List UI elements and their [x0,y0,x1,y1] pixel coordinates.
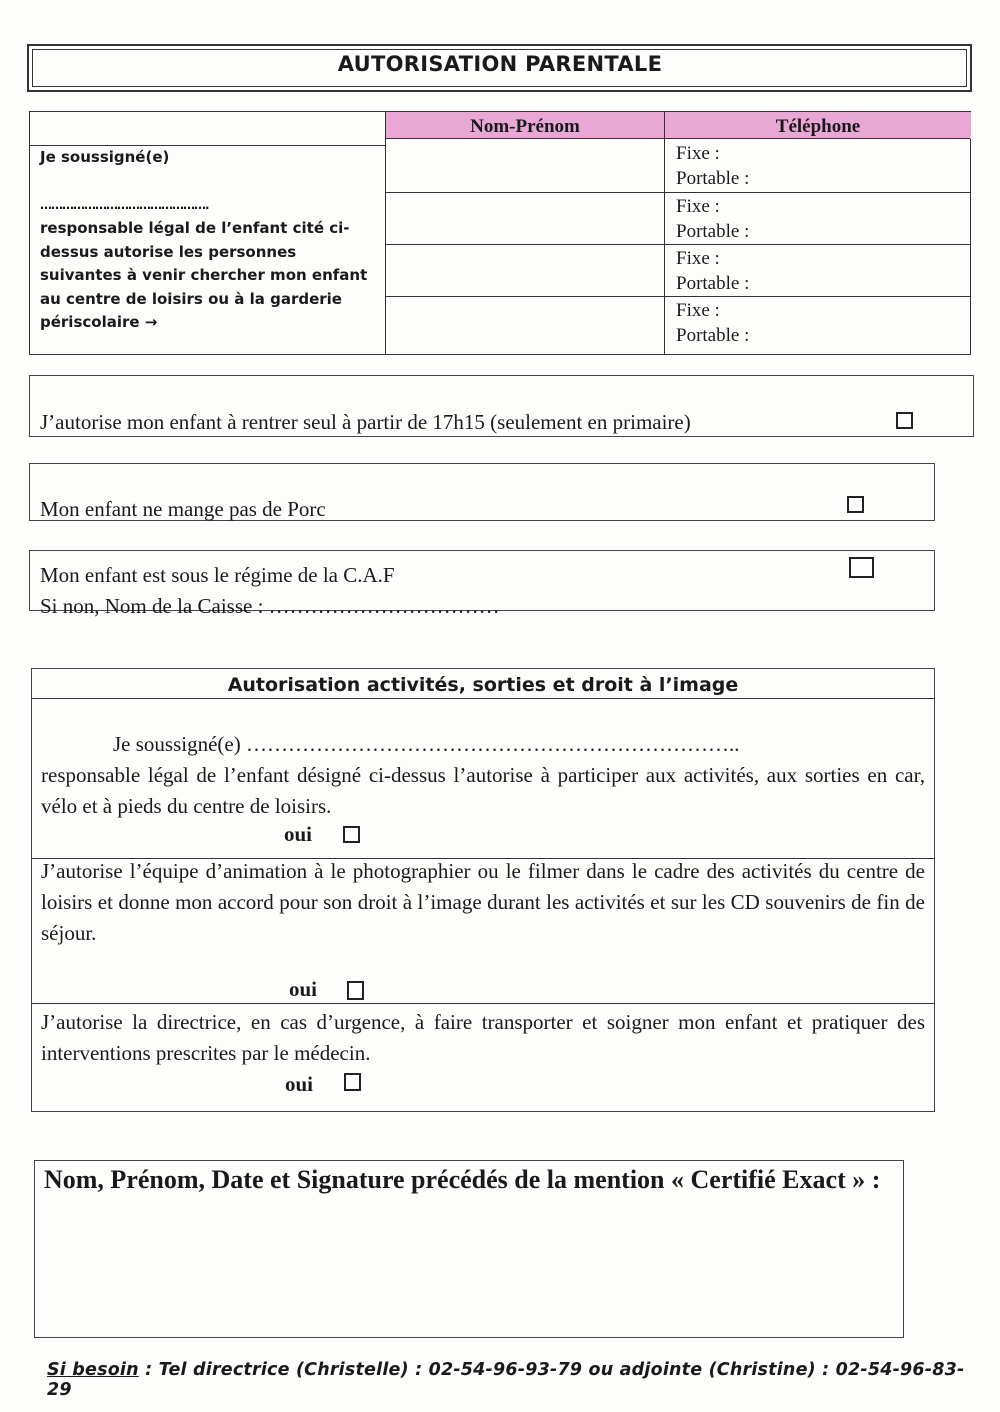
signature-label: Nom, Prénom, Date et Signature précédés de la mention « Certifié Exact » : [44,1165,881,1194]
name-cell-4[interactable] [386,297,664,355]
footer-phones: : Tel directrice (Christelle) : 02-54-96-93-79 ou adjointe (Christine) : 02-54-96-83-29 [47,1360,965,1400]
intro-line1: Je soussigné(e) [40,148,170,166]
footer-contact [47,1360,977,1400]
intro-dots: ………………………………………. [40,197,209,212]
activities-paragraph-2: J’autorise l’équipe d’animation à le photographier ou le filmer dans le cadre des activités du centre de loisirs et donne mon accord pour son droit à l’image durant les activités et sur les CD souvenirs de fin de séjour. [41,859,925,945]
phone-cell-2[interactable] [676,194,749,244]
soussigne-line: Je soussigné(e) …………………………………………………………….. [113,732,740,756]
intro-body: responsable légal de l’enfant cité ci-dessus autorise les personnes suivantes à venir chercher mon enfant au centre de loisirs ou à la garderie périscolaire → [40,219,368,331]
activities-paragraph-3: J’autorise la directrice, en cas d’urgence, à faire transporter et soigner mon enfant et pratiquer des interventions prescrites par le médecin. [41,1010,925,1065]
intro-text [40,146,380,335]
phone-cell-3[interactable] [676,246,749,296]
fixe-label: Fixe : [676,196,720,217]
footer-prefix: Si besoin [47,1360,139,1380]
name-cell-1[interactable] [386,139,664,192]
activities-title: Autorisation activités, sorties et droit à l’image [227,674,739,696]
activities-oui-checkbox[interactable] [343,826,360,843]
activities-consent-text: responsable légal de l’enfant désigné ci-dessus l’autorise à participer aux activités, aux sorties en car, vélo et à pieds du centre de loisirs. [41,763,925,818]
rentrer-seul-checkbox[interactable] [896,412,913,429]
name-cell-3[interactable] [386,245,664,296]
option-rentrer-seul-label: J’autorise mon enfant à rentrer seul à partir de 17h15 (seulement en primaire) [40,410,691,434]
fixe-label: Fixe : [676,300,720,321]
name-cell-2[interactable] [386,193,664,244]
image-oui-checkbox[interactable] [347,981,364,1000]
option-porc-label: Mon enfant ne mange pas de Porc [40,497,326,521]
portable-label: Portable : [676,273,750,294]
portable-label: Portable : [676,325,750,346]
page-title: AUTORISATION PARENTALE [337,52,663,76]
urgence-oui-checkbox[interactable] [344,1073,361,1091]
portable-label: Portable : [676,168,750,189]
caf-line1: Mon enfant est sous le régime de la C.A.F [40,563,395,587]
fixe-label: Fixe : [676,248,720,269]
caf-checkbox[interactable] [849,557,874,578]
activities-paragraph-1 [41,729,925,822]
caf-line2: Si non, Nom de la Caisse : …………………………… [40,594,500,618]
phone-cell-1[interactable] [676,141,749,191]
oui-label-urgence: oui [285,1072,314,1096]
oui-label-activities: oui [284,822,313,846]
portable-label: Portable : [676,221,750,242]
header-telephone: Téléphone [665,112,971,139]
header-nom-prenom: Nom-Prénom [386,112,664,139]
phone-cell-4[interactable] [676,298,749,348]
option-caf-text [40,560,500,622]
fixe-label: Fixe : [676,143,720,164]
porc-checkbox[interactable] [847,496,864,513]
oui-label-image: oui [289,977,318,1001]
